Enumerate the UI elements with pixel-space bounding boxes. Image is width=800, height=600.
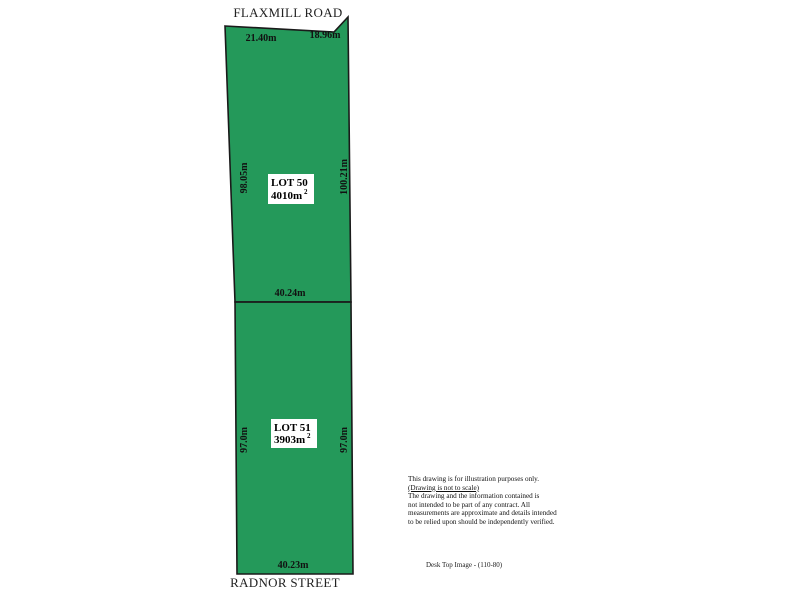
- lot-51-area-unit: m: [296, 434, 306, 446]
- lot-51-dim-left: 97.0m: [239, 427, 250, 453]
- lot-50-parcel: [225, 17, 351, 302]
- road-label-bottom: RADNOR STREET: [230, 575, 340, 590]
- lot-51-dim-right: 97.0m: [339, 427, 350, 453]
- lot-51-area-number: 3903: [274, 434, 296, 446]
- road-label-top: FLAXMILL ROAD: [233, 5, 343, 20]
- disclaimer-line-5: measurements are approximate and details intended: [408, 509, 557, 518]
- lot-50-name: LOT 50: [271, 177, 308, 189]
- lot-51-area: [274, 434, 305, 446]
- disclaimer-note: [408, 475, 598, 527]
- disclaimer-line-2: (Drawing is not to scale): [408, 483, 480, 492]
- lot-50-area: [271, 190, 302, 202]
- lot-50-dim-left: 98.05m: [239, 162, 250, 194]
- disclaimer-line-1: This drawing is for illustration purposes only.: [408, 475, 540, 483]
- lot-51-area-exponent: 2: [307, 432, 311, 440]
- lot-50-dim-right: 100.21m: [339, 159, 350, 195]
- lot-50-area-exponent: 2: [304, 188, 308, 196]
- disclaimer-line-6: to be relied upon should be independently verified.: [408, 517, 555, 526]
- lot-51-label: [271, 419, 317, 448]
- lot-51-name: LOT 51: [274, 422, 311, 434]
- lot-50-label: [268, 174, 314, 204]
- lot-50-dim-top-left: 21.40m: [245, 33, 277, 44]
- lot-50-dim-top-right: 18.96m: [309, 30, 341, 41]
- lot-50-area-unit: m: [293, 190, 303, 202]
- lot-51-dim-bottom: 40.23m: [277, 560, 309, 571]
- disclaimer-line-3: The drawing and the information contained is: [408, 492, 540, 501]
- lot-50-dim-bottom: 40.24m: [274, 288, 306, 299]
- lot-50-area-number: 4010: [271, 190, 293, 202]
- image-reference: Desk Top Image - (110-80): [426, 561, 503, 569]
- disclaimer-line-4: not intended to be part of any contract. All: [408, 500, 530, 509]
